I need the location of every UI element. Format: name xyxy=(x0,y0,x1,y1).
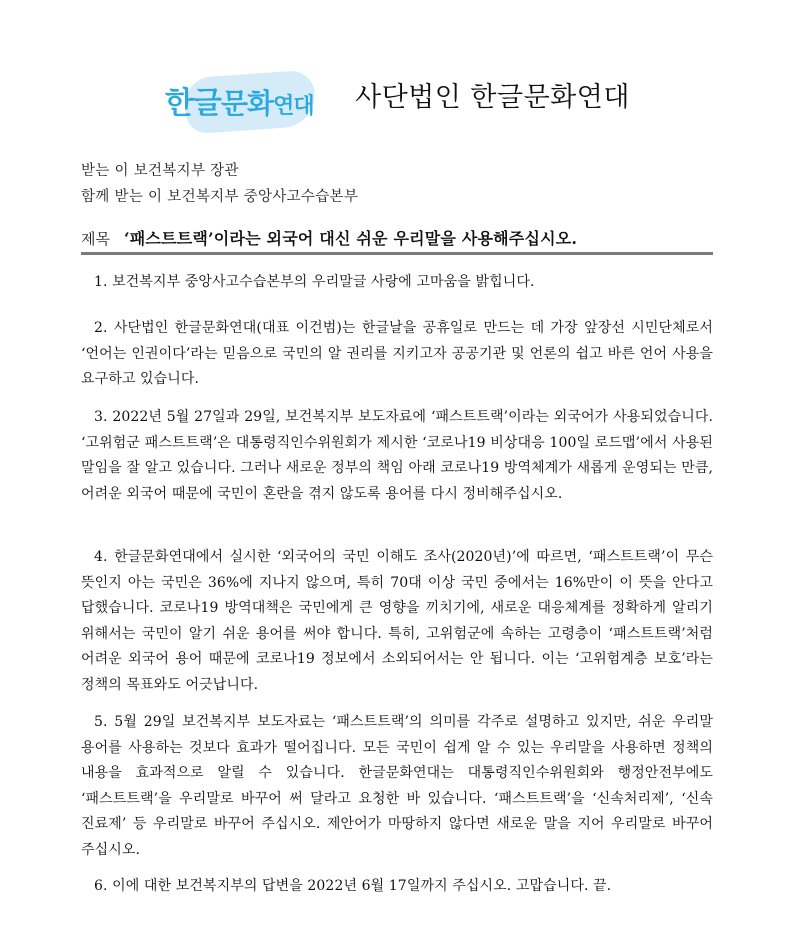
paragraph-6: 6. 이에 대한 보건복지부의 답변을 2022년 6월 17일까지 주십시오. 고맙습니다. 끝. xyxy=(94,878,612,894)
organization-logo xyxy=(165,66,325,130)
logo-text-small: 연대 xyxy=(273,94,314,119)
subject-text: ‘패스트트랙’이라는 외국어 대신 쉬운 우리말을 사용해주십시오. xyxy=(123,229,578,248)
paragraph-3: 3. 2022년 5월 27일과 29일, 보건복지부 보도자료에 ‘패스트트랙’이라는 외국어가 사용되었습니다. ‘고위험군 패스트트랙’은 대통령직인수위원회가 제시한 ‘코로나19 비상대응 100일 로드맵’에서 사용된 말임을 잘 알고 있습니다. 그러나 새로운 정부의 책임 아래 코로나19 방역체계가 새롭게 운영되는 만큼, 어려운 외국어 때문에 국민이 혼란을 겪지 않도록 용어를 다시 정비해주십시오. xyxy=(81,409,713,502)
paragraph-5: 5. 5월 29일 보건복지부 보도자료는 ‘패스트트랙’의 의미를 각주로 설명하고 있지만, 쉬운 우리말 용어를 사용하는 것보다 효과가 떨어집니다. 모든 국민이 쉽게 알 수 있는 우리말을 사용하면 정책의 내용을 효과적으로 알릴 수 있습니다. 한글문화연대는 대통령직인수위원회와 행정안전부에도 ‘패스트트랙’을 우리말로 바꾸어 써 달라고 요청한 바 있습니다. ‘패스트트랙’을 ‘신속처리제’, ‘신속 진료제’ 등 우리말로 바꾸어 주십시오. 제안어가 마땅하지 않다면 새로운 말을 지어 우리말로 바꾸어 주십시오. xyxy=(81,714,713,858)
subject-line xyxy=(81,226,713,249)
recipient-cc: 함께 받는 이 보건복지부 중앙사고수습본부 xyxy=(81,189,359,205)
subject-divider xyxy=(81,252,713,255)
letterhead xyxy=(165,66,630,130)
paragraph-2: 2. 사단법인 한글문화연대(대표 이건범)는 한글날을 공휴일로 만드는 데 가장 앞장선 시민단체로서 ‘언어는 인권이다’라는 믿음으로 국민의 알 권리를 지키고자 공공기관 및 언론의 쉽고 바른 언어 사용을 요구하고 있습니다. xyxy=(81,320,713,387)
logo-text-rest: 문화 xyxy=(220,87,274,120)
logo-text-big: 한글 xyxy=(165,86,221,121)
paragraph-4: 4. 한글문화연대에서 실시한 ‘외국어의 국민 이해도 조사(2020년)’에 따르면, ‘패스트트랙’이 무슨 뜻인지 아는 국민은 36%에 지나지 않으며, 특히 70대 이상 국민 중에서는 16%만이 이 뜻을 안다고 답했습니다. 코로나19 방역대책은 국민에게 큰 영향을 끼치기에, 새로운 대응체계를 정확하게 알리기 위해서는 국민이 알기 쉬운 용어를 써야 합니다. 특히, 고위험군에 속하는 고령층이 ‘패스트트랙’처럼 어려운 외국어 용어 때문에 코로나19 정보에서 소외되어서는 안 됩니다. 이는 ‘고위험계층 보호’라는 정책의 목표와도 어긋납니다. xyxy=(81,549,713,693)
organization-name: 사단법인 한글문화연대 xyxy=(355,81,630,113)
recipient-to: 받는 이 보건복지부 장관 xyxy=(81,163,239,179)
logo-wordmark xyxy=(165,78,314,122)
subject-label: 제목 xyxy=(81,230,110,248)
paragraph-1: 1. 보건복지부 중앙사고수습본부의 우리말글 사랑에 고마움을 밝힙니다. xyxy=(94,274,535,290)
